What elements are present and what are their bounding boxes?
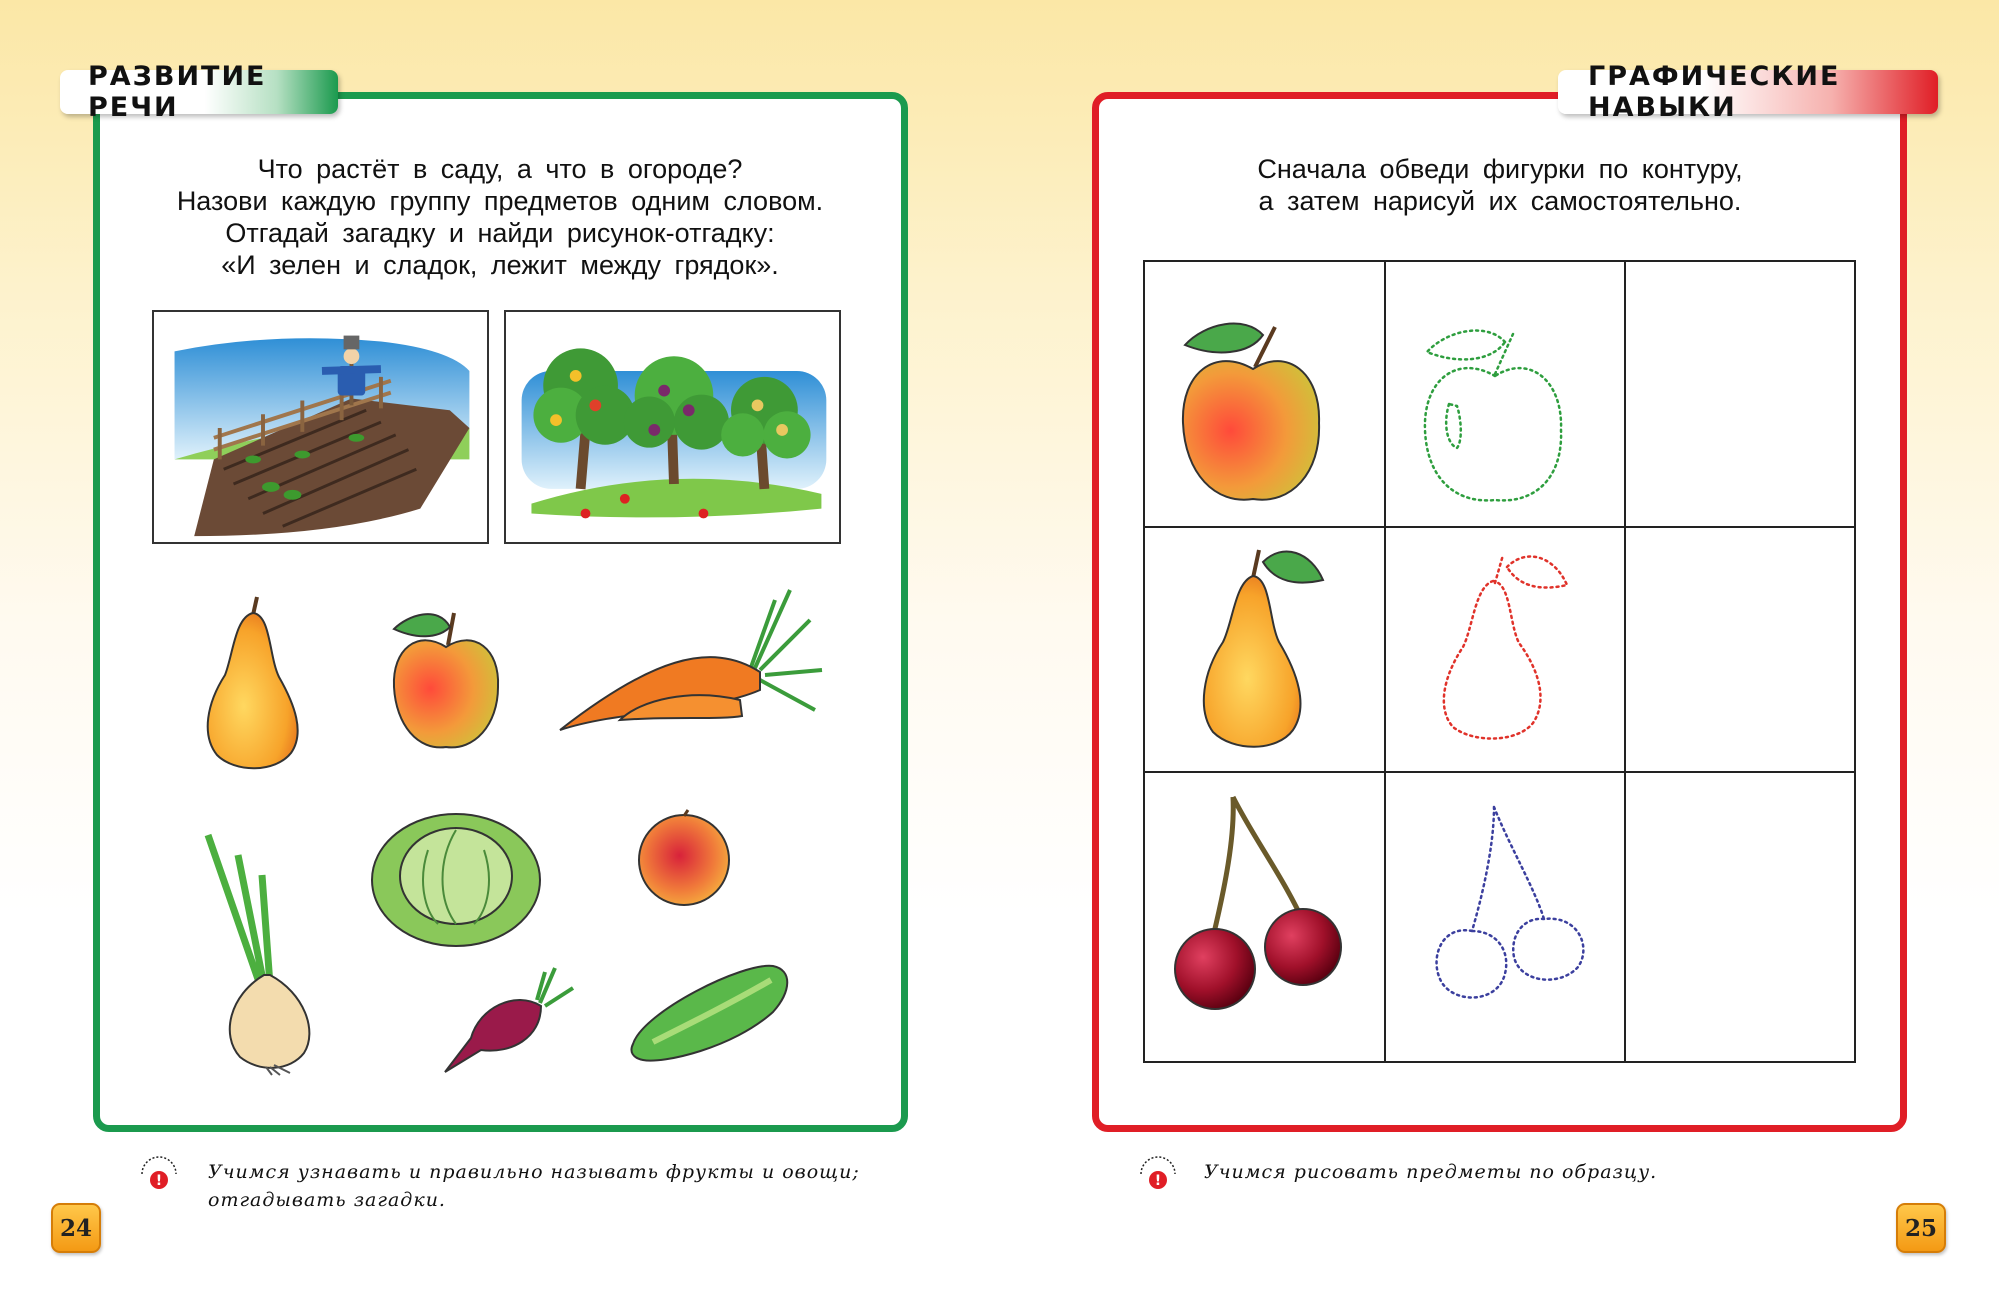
cabbage-picture [368, 800, 543, 950]
vegetable-garden-picture [152, 310, 489, 544]
grid-line [1624, 262, 1626, 1061]
task-line: Назови каждую группу предметов одним словом. [176, 186, 824, 216]
left-footnote [208, 1158, 908, 1214]
section-title-graphic-skills: ГРАФИЧЕСКИЕ НАВЫКИ [1558, 70, 1938, 114]
cucumber-picture [623, 952, 793, 1064]
footnote-line: Учимся рисовать предметы по образцу. [1204, 1161, 1658, 1183]
apple-picture [388, 605, 503, 753]
sample-pear [1193, 542, 1328, 752]
adult-note-mark: ! [1154, 1173, 1162, 1189]
peach-picture [636, 810, 733, 907]
page-number-right: 25 [1896, 1203, 1946, 1253]
pear-picture [195, 595, 305, 775]
task-line: «И зелен и сладок, лежит между грядок». [221, 250, 779, 280]
onion-picture [200, 835, 335, 1075]
task-line: а затем нарисуй их самостоятельно. [1258, 186, 1742, 216]
section-title-speech: РАЗВИТИЕ РЕЧИ [60, 70, 338, 114]
left-task-text [100, 153, 900, 281]
grid-line [1145, 771, 1854, 773]
task-line: Что растёт в саду, а что в огороде? [257, 154, 743, 184]
fruit-garden-picture [504, 310, 841, 544]
tracing-grid [1143, 260, 1856, 1063]
adult-note-mark: ! [155, 1173, 163, 1189]
trace-apple [1417, 324, 1567, 504]
carrot-picture [560, 580, 830, 730]
beet-picture [445, 968, 575, 1073]
adult-note-icon [136, 1150, 182, 1194]
sample-cherries [1173, 797, 1348, 1012]
trace-cherries [1428, 807, 1598, 1007]
page-number-left: 24 [51, 1203, 101, 1253]
grid-line [1384, 262, 1386, 1061]
adult-note-icon [1135, 1150, 1181, 1194]
task-line: Отгадай загадку и найди рисунок-отгадку: [225, 218, 775, 248]
right-footnote [1204, 1158, 1904, 1186]
grid-line [1145, 526, 1854, 528]
footnote-line: отгадывать загадки. [208, 1189, 446, 1211]
trace-pear [1437, 547, 1587, 742]
right-task-text [1100, 153, 1900, 217]
task-line: Сначала обведи фигурки по контуру, [1257, 154, 1743, 184]
footnote-line: Учимся узнавать и правильно называть фрукты и овощи; [208, 1161, 860, 1183]
sample-apple [1175, 317, 1325, 505]
